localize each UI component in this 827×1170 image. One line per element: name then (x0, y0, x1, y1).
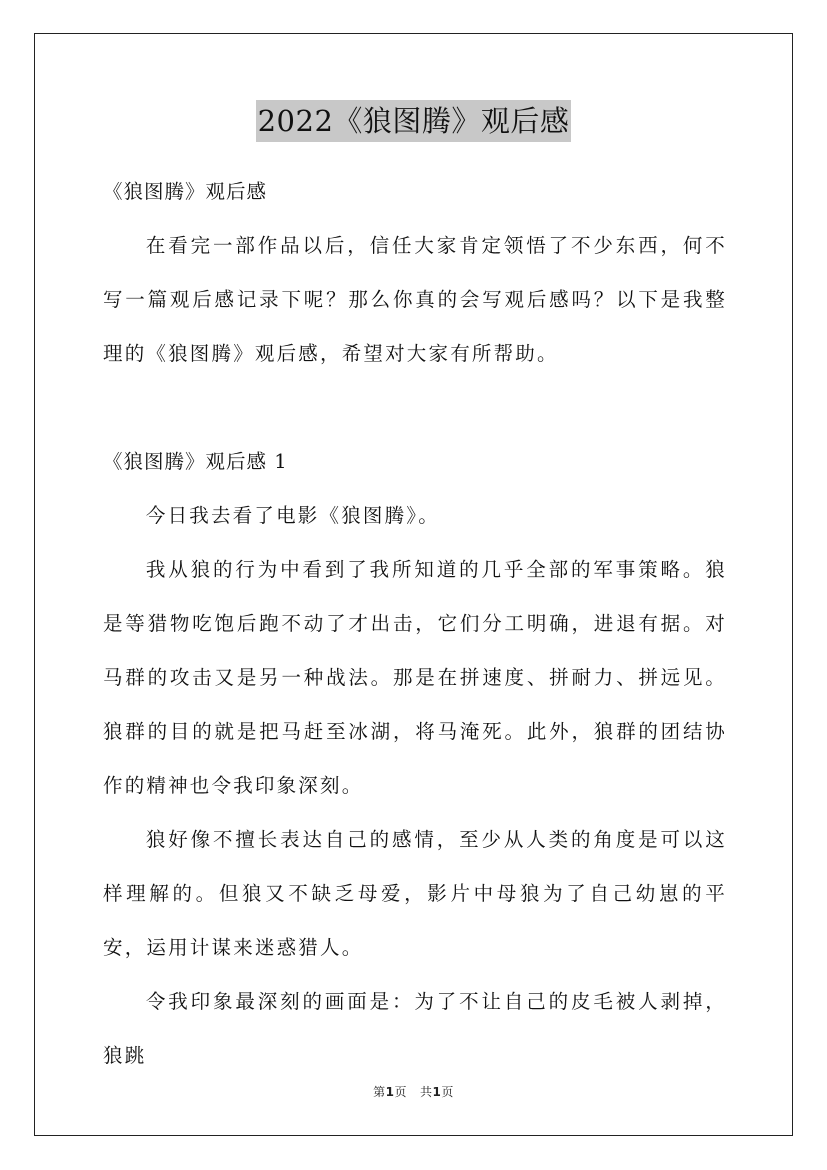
page-prefix: 第 (373, 1085, 386, 1099)
title-container (0, 100, 827, 142)
body-paragraph: 今日我去看了电影《狼图腾》。 (145, 504, 440, 527)
document-body (103, 165, 727, 1083)
body-paragraph: 令我印象最深刻的画面是：为了不让自己的皮毛被人剥掉，狼跳 (103, 990, 727, 1067)
body-paragraph: 我从狼的行为中看到了我所知道的几乎全部的军事策略。狼是等猎物吃饱后跑不动了才出击，它们分工明确，进退有据。对马群的攻击又是另一种战法。那是在拼速度、拼耐力、拼远见。狼群的目的就是把马赶至冰湖，将马淹死。此外，狼群的团结协作的精神也令我印象深刻。 (103, 558, 727, 797)
intro-paragraph: 在看完一部作品以后，信任大家肯定领悟了不少东西，何不写一篇观后感记录下呢？那么你真的会写观后感吗？以下是我整理的《狼图腾》观后感，希望对大家有所帮助。 (103, 234, 727, 365)
page-total: 1 (432, 1085, 442, 1099)
page-footer (0, 1083, 827, 1100)
page-current: 1 (385, 1085, 395, 1099)
section-heading: 《狼图腾》观后感 1 (103, 450, 288, 473)
page-suffix: 页 (394, 1085, 408, 1099)
total-prefix: 共 (419, 1085, 433, 1099)
blank-line (103, 381, 727, 435)
document-subtitle: 《狼图腾》观后感 (103, 180, 268, 203)
document-title: 2022《狼图腾》观后感 (256, 100, 572, 142)
body-paragraph: 狼好像不擅长表达自己的感情，至少从人类的角度是可以这样理解的。但狼又不缺乏母爱，影片中母狼为了自己幼崽的平安，运用计谋来迷惑猎人。 (103, 828, 727, 959)
total-suffix: 页 (441, 1085, 454, 1099)
